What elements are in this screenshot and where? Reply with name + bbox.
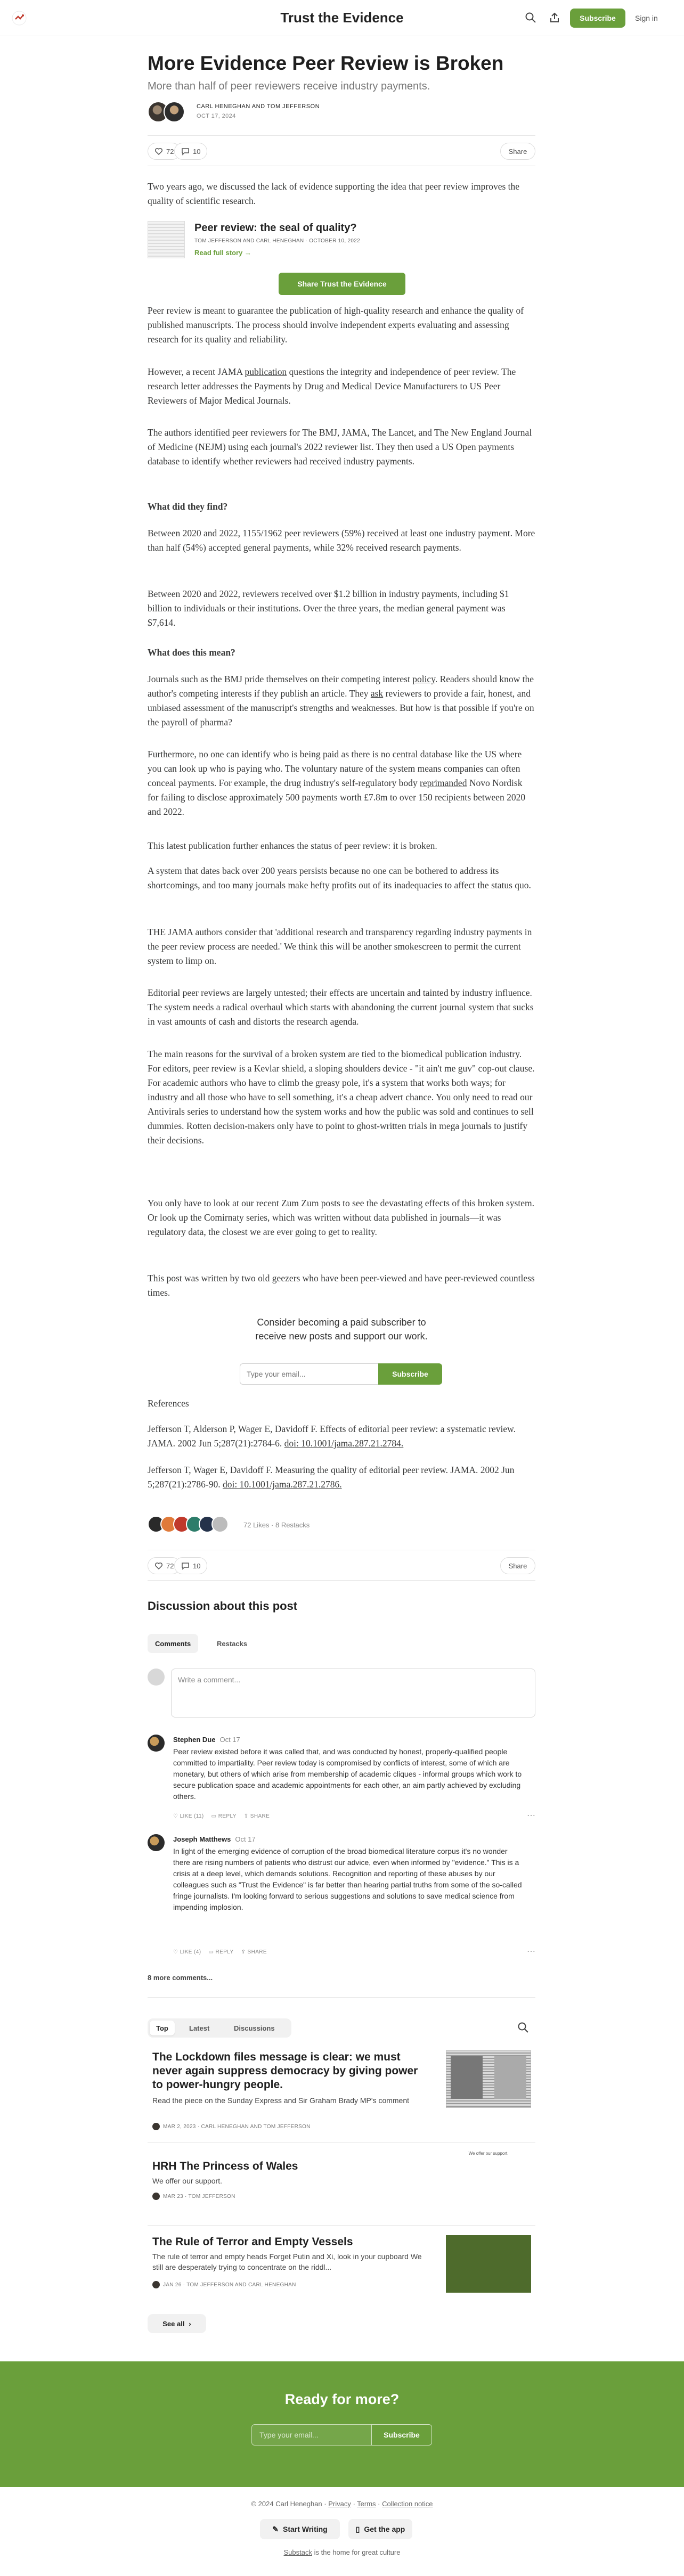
divider [148, 1997, 535, 1998]
commenter-name[interactable]: Joseph Matthews Oct 17 [173, 1835, 256, 1843]
terms-link[interactable]: Terms [357, 2500, 376, 2508]
discussion-heading: Discussion about this post [148, 1599, 298, 1613]
post-date: OCT 17, 2024 [197, 113, 236, 119]
paragraph: You only have to look at our recent Zum Zum posts to see the devastating effects of this broken system. Or look up the Comirnaty series, which was written without data published in journals—it was regulatory data, the closest we are ever going to get to reality. [148, 1198, 534, 1237]
comment-bubble-icon [181, 147, 190, 156]
share-icon: ⇪ [241, 1949, 246, 1955]
subscribe-widget [148, 1315, 535, 1390]
doi-link[interactable]: doi: 10.1001/jama.287.21.2784. [284, 1438, 404, 1449]
ellipsis-icon[interactable]: ⋯ [527, 1947, 535, 1956]
post-actions-bottom [148, 1550, 535, 1581]
more-comments-link[interactable]: 8 more comments... [148, 1974, 213, 1982]
comment-date: Oct 17 [235, 1835, 256, 1843]
comment-like-button[interactable]: ♡ LIKE (4) [173, 1949, 201, 1955]
comment-share-button[interactable]: ⇪ SHARE [243, 1813, 270, 1819]
comment-count: 10 [193, 147, 201, 156]
heart-icon: ♡ [173, 1949, 178, 1955]
collection-notice-link[interactable]: Collection notice [382, 2500, 433, 2508]
paragraph: Between 2020 and 2022, 1155/1962 peer reviewers (59%) received at least one industry payment. More than half (54%) accepted general payments, while 32% received research payments. [148, 528, 535, 553]
user-avatar [148, 1669, 165, 1686]
heart-icon [154, 1561, 163, 1570]
comment-body: Peer review existed before it was called that, and was conducted by honest, properly-qualified people committed to impartiality. Peer review today is compromised by conflicts of interest, some of which are monetary, but others of which arise from membership of academic cliques - informal groups which work to secure publication space and academic appointments for each other, an aim partly achieved by excluding others. [173, 1747, 522, 1801]
paragraph: This latest publication further enhances the status of peer review: it is broken. [148, 840, 437, 851]
paragraph: Journals such as the BMJ pride themselves on their competing interest policy. Readers should know the author's competing interests if they publish an article. They ask reviewers to provide a fair, honest, and unbiased assessment of the manuscript's strengths and weaknesses. But how is that possible if you're on the payroll of pharma? [148, 674, 534, 727]
divider [148, 2142, 535, 2143]
embedded-post-title[interactable]: Peer review: the seal of quality? [194, 222, 357, 234]
paragraph: Editorial peer reviews are largely untested; their effects are uncertain and tainted by industry influence. The system needs a radical overhaul which starts with abandoning the current journal system that sucks in vast amounts of cash and distorts the research agenda. [148, 987, 534, 1027]
top-bar [0, 0, 684, 36]
paragraph: Two years ago, we discussed the lack of evidence supporting the idea that peer review improves the quality of scientific research. [148, 181, 520, 206]
comment-date: Oct 17 [219, 1736, 240, 1744]
likes-restacks-count[interactable]: 72 Likes · 8 Restacks [243, 1521, 310, 1529]
comment-share-button[interactable]: ⇪ SHARE [241, 1949, 267, 1955]
reprimanded-link[interactable]: reprimanded [420, 778, 467, 788]
pencil-icon: ✎ [272, 2524, 279, 2533]
author-avatar [152, 2123, 160, 2130]
commenter-avatar[interactable] [148, 1735, 165, 1752]
post-card-image: We offer our support. [446, 2151, 531, 2167]
post-card[interactable] [148, 2235, 535, 2310]
tab-restacks[interactable]: Restacks [217, 1639, 248, 1648]
post-card[interactable] [148, 2151, 535, 2234]
publication-title[interactable]: Trust the Evidence [280, 10, 404, 26]
publication-link[interactable]: publication [245, 366, 287, 377]
comment-actions [173, 1813, 270, 1819]
like-count: 72 [166, 1561, 174, 1570]
comments-button[interactable] [174, 143, 207, 160]
post-card-description: The rule of terror and empty heads Forget Putin and Xi, look in your cupboard We still are desperately trying to concentrate on the riddl... [152, 2252, 422, 2271]
comment-actions [173, 1949, 267, 1955]
footer-buttons [0, 2519, 684, 2540]
sign-in-link[interactable]: Sign in [635, 14, 658, 22]
divider [148, 2225, 535, 2226]
heart-icon [154, 147, 163, 156]
post-card[interactable] [148, 2050, 535, 2130]
reference-item: Jefferson T, Alderson P, Wager E, Davidoff F. Effects of editorial peer review: a systematic review. JAMA. 2002 Jun 5;287(21):2784-6. doi: 10.1001/jama.287.21.2784. [148, 1424, 516, 1449]
likers-row[interactable] [148, 1514, 535, 1537]
paragraph: Furthermore, no one can identify who is being paid as there is no central database like the US where you can look up who is paying who. The voluntary nature of the system means companies can often conceal payments. For example, the drug industry's self-regulatory body reprimanded Novo Nordisk for failing to disclose approximately 500 payments worth £7.8m to over 150 recipients between 2020 and 2022. [148, 749, 526, 817]
share-icon[interactable] [549, 12, 561, 24]
comment-input[interactable]: Write a comment... [171, 1669, 535, 1718]
comment-bubble-icon: ▭ [211, 1813, 217, 1819]
share-icon: ⇪ [243, 1813, 249, 1819]
like-count: 72 [166, 147, 174, 156]
policy-link[interactable]: policy [412, 674, 435, 684]
post-card-description: We offer our support. [152, 2177, 222, 2185]
post-card-meta: MAR 23 · TOM JEFFERSON [152, 2193, 235, 2200]
search-icon[interactable] [525, 12, 538, 24]
phone-icon: ▯ [355, 2524, 360, 2533]
post-card-meta: MAR 2, 2023 · CARL HENEGHAN AND TOM JEFFERSON [152, 2123, 311, 2130]
comment-like-button[interactable]: ♡ LIKE (11) [173, 1813, 204, 1819]
comment-composer [148, 1665, 535, 1719]
comments-button[interactable] [174, 1557, 207, 1574]
tab-discussions[interactable]: Discussions [234, 2024, 275, 2032]
doi-link[interactable]: doi: 10.1001/jama.287.21.2786. [222, 1479, 342, 1490]
paragraph: This post was written by two old geezers who have been peer-viewed and have peer-reviewed countless times. [148, 1273, 535, 1298]
archive-tabs [148, 2018, 535, 2040]
references-heading: References [148, 1398, 189, 1409]
get-the-app-button[interactable]: ▯ Get the app [348, 2519, 412, 2539]
subscribe-submit-button[interactable]: Subscribe [378, 1363, 442, 1385]
chevron-right-icon: › [189, 2319, 191, 2328]
share-button[interactable]: Share [500, 1557, 535, 1574]
comment-count: 10 [193, 1561, 201, 1570]
reference-item: Jefferson T, Wager E, Davidoff F. Measuring the quality of editorial peer review. JAMA. 2002 Jun 5;287(21):2786-90. doi: 10.1001/jama.287.21.2786. [148, 1465, 515, 1490]
comment-bubble-icon [181, 1561, 190, 1570]
footer-links: © 2024 Carl Heneghan · Privacy · Terms · Collection notice [251, 2500, 433, 2508]
ready-for-more-heading: Ready for more? [284, 2391, 400, 2407]
footer-email-input[interactable]: Type your email... [251, 2424, 371, 2446]
post-card-title[interactable]: The Lockdown files message is clear: we must never again suppress democracy by giving power to power-hungry people. [152, 2051, 418, 2091]
tab-top[interactable]: Top [150, 2021, 175, 2035]
paragraph: The authors identified peer reviewers for The BMJ, JAMA, The Lancet, and The New England Journal of Medicine (NEJM) using each journal's 2022 reviewer list. They then used a US Open payments database to identify whether reviewers had received industry payments. [148, 427, 532, 467]
post-card-description: Read the piece on the Sunday Express and Sir Graham Brady MP's comment [152, 2096, 410, 2105]
author-avatar [152, 2281, 160, 2288]
paragraph: Peer review is meant to guarantee the publication of high-quality research and enhance the quality of published manuscripts. The process should involve independent experts evaluating and assessing research for its quality and reliability. [148, 305, 524, 345]
embedded-post-meta: TOM JEFFERSON AND CARL HENEGHAN · OCTOBER 10, 2022 [194, 238, 360, 244]
comment-bubble-icon: ▭ [208, 1949, 214, 1955]
subscribe-prompt-line1: Consider becoming a paid subscriber to [257, 1317, 426, 1328]
comment-reply-button[interactable]: ▭ REPLY [211, 1813, 237, 1819]
commenter-name[interactable]: Stephen Due Oct 17 [173, 1736, 240, 1744]
comment [148, 1735, 535, 1841]
discussion-tabs [148, 1634, 535, 1653]
subscribe-prompt-line2: receive new posts and support our work. [255, 1331, 428, 1342]
liker-avatar [211, 1516, 229, 1533]
share-publication-button[interactable]: Share Trust the Evidence [279, 273, 405, 295]
section-heading: What does this mean? [148, 647, 235, 658]
substack-tagline: Substack is the home for great culture [283, 2548, 401, 2556]
comment-reply-button[interactable]: ▭ REPLY [208, 1949, 234, 1955]
commenter-avatar[interactable] [148, 1834, 165, 1851]
subscribe-button[interactable]: Subscribe [570, 9, 625, 28]
post-card-title[interactable]: The Rule of Terror and Empty Vessels [152, 2236, 353, 2248]
ellipsis-icon[interactable]: ⋯ [527, 1811, 535, 1820]
paragraph: However, a recent JAMA publication questions the integrity and independence of peer review. The research letter addresses the Payments by Drug and Medical Device Manufacturers to US Peer Reviewers of Major Medical Journals. [148, 366, 516, 406]
post-card-meta: JAN 26 · TOM JEFFERSON AND CARL HENEGHAN [152, 2281, 296, 2288]
post-authors[interactable]: CARL HENEGHAN AND TOM JEFFERSON [197, 103, 320, 110]
post-actions [148, 135, 535, 166]
author-avatar [152, 2193, 160, 2200]
share-button[interactable]: Share [500, 143, 535, 160]
see-all-button[interactable]: See all › [148, 2314, 206, 2333]
email-input[interactable] [240, 1363, 378, 1385]
footer-subscribe-button[interactable]: Subscribe [371, 2424, 432, 2446]
post-title: More Evidence Peer Review is Broken [148, 52, 504, 74]
paragraph: Between 2020 and 2022, reviewers received over $1.2 billion in industry payments, including $1 billion to individuals or their institutions. Over the three years, the median general payment was $7,614. [148, 588, 509, 628]
chevron-right-icon: → [244, 249, 251, 257]
tab-latest[interactable]: Latest [189, 2024, 210, 2032]
footer-subscribe-banner [0, 2361, 684, 2487]
privacy-link[interactable]: Privacy [328, 2500, 351, 2508]
heart-icon: ♡ [173, 1813, 178, 1819]
post-card-image [446, 2235, 531, 2293]
byline [148, 101, 535, 125]
post-card-image [446, 2050, 531, 2108]
section-heading: What did they find? [148, 501, 228, 512]
post-card-title[interactable]: HRH The Princess of Wales [152, 2160, 298, 2172]
substack-link[interactable]: Substack [283, 2548, 312, 2556]
paragraph: THE JAMA authors consider that 'additional research and transparency regarding industry payments in the peer review process are needed.' We think this will be another smokescreen to permit the current system to limp on. [148, 927, 532, 966]
author-avatar[interactable] [164, 101, 185, 122]
comment [148, 1834, 535, 1956]
paragraph: The main reasons for the survival of a broken system are tied to the biomedical publication industry. For editors, peer review is a Kevlar shield, a sloping shoulders device - "it ain't me guv" cop-out clause. For academic authors who have to climb the greasy pole, it's a system that works both ways; for industry and all those who have to sell something, it's a cheap advert chance. You only need to read our Antivirals series to understand how the system works and how the public was sold and continues to sell dummies. Rotten decision-makers only have to point to ghost-written trials in mega journals to justify their decisions. [148, 1049, 535, 1146]
ask-link[interactable]: ask [370, 688, 384, 699]
embedded-post-thumbnail [148, 221, 185, 258]
archive-tab-group [148, 2018, 291, 2038]
post-subtitle: More than half of peer reviewers receive industry payments. [148, 80, 430, 92]
search-icon[interactable] [517, 2022, 529, 2036]
embedded-post[interactable] [148, 220, 535, 263]
comment-body: In light of the emerging evidence of corruption of the broad biomedical literature corpus it's no wonder there are rising numbers of patients who distrust our advice, even when informed by "evidence." This is a crisis at a deep level, which demands solutions. Recognition and reporting of these abuses by our colleagues such as "Trust the Evidence" is far better than hearing partial truths from some of the so-called fringe journalists. I'm looking forward to serious suggestions and solutions to save medical science from impending implosion. [173, 1847, 522, 1911]
read-full-story-link[interactable]: Read full story → [194, 249, 251, 257]
start-writing-button[interactable]: ✎ Start Writing [260, 2519, 340, 2539]
paragraph: A system that dates back over 200 years persists because no one can be bothered to address its shortcomings, and too many journals make hefty profits out of its inadequacies to affect the status quo. [148, 865, 531, 890]
tab-comments[interactable]: Comments [148, 1634, 198, 1653]
